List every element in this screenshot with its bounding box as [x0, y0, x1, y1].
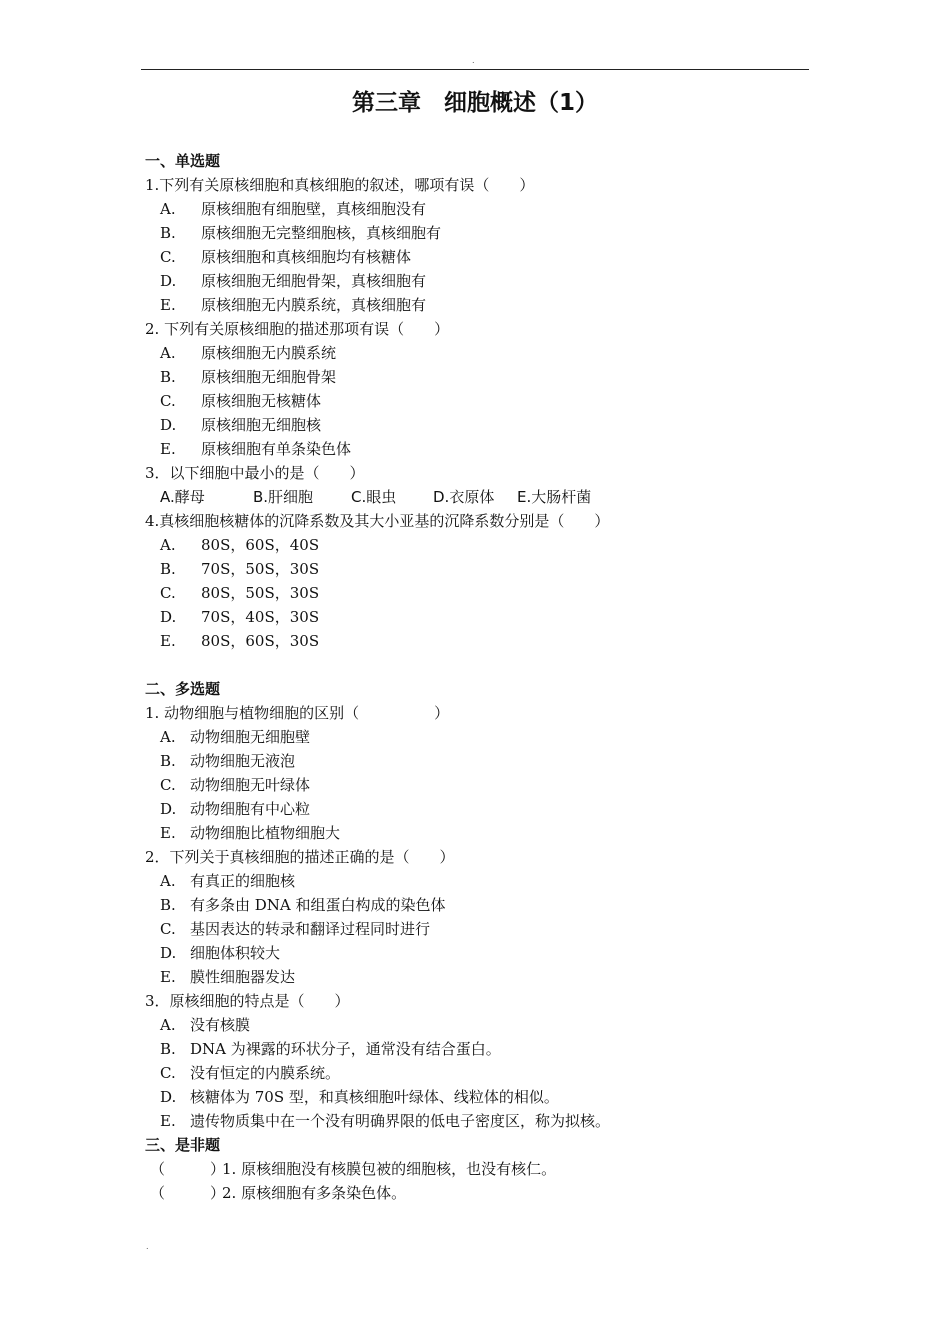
header-rule	[141, 69, 809, 70]
option-item	[160, 1085, 559, 1109]
answer-blank: （ ）	[150, 1160, 226, 1178]
option-item	[160, 557, 319, 581]
option-letter: B.	[160, 224, 176, 242]
option-item	[160, 917, 430, 941]
option-letter: E.	[160, 1112, 176, 1130]
question-stem: 1. 动物细胞与植物细胞的区别（ ）	[145, 704, 450, 722]
option-item	[160, 869, 295, 893]
option-item: C.眼虫	[351, 488, 397, 506]
option-item	[160, 821, 340, 845]
option-letter: D.	[160, 608, 177, 626]
option-item	[160, 413, 321, 437]
option-item	[160, 269, 426, 293]
option-item	[160, 197, 426, 221]
option-letter: B.	[160, 1040, 176, 1058]
option-letter: A.	[160, 872, 176, 890]
option-text: 有真正的细胞核	[190, 872, 296, 890]
option-item: A.酵母	[160, 488, 205, 506]
option-item	[160, 605, 319, 629]
option-letter: C.	[160, 776, 176, 794]
option-text: DNA 为裸露的环状分子，通常没有结合蛋白。	[190, 1040, 501, 1058]
option-letter: D.	[160, 1088, 177, 1106]
section-heading-single-choice: 一、单选题	[145, 152, 221, 170]
option-item	[160, 629, 319, 653]
option-item: B.肝细胞	[253, 488, 314, 506]
option-item	[160, 245, 411, 269]
option-item	[160, 293, 426, 317]
option-text: 动物细胞无细胞壁	[190, 728, 311, 746]
option-text: 80S，50S，30S	[201, 584, 320, 602]
option-letter: D.	[160, 272, 177, 290]
option-text: 原核细胞无细胞核	[201, 416, 322, 434]
option-item	[160, 221, 441, 245]
option-text: 原核细胞无核糖体	[201, 392, 322, 410]
option-text: 原核细胞有单条染色体	[201, 440, 352, 458]
option-letter: B.	[160, 752, 176, 770]
option-item	[160, 341, 336, 365]
option-text: 70S，50S，30S	[201, 560, 320, 578]
option-text: 没有核膜	[190, 1016, 251, 1034]
option-text: 原核细胞无内膜系统	[201, 344, 337, 362]
option-text: 膜性细胞器发达	[190, 968, 296, 986]
option-letter: B.	[160, 560, 176, 578]
question-stem: 3．原核细胞的特点是（ ）	[145, 992, 350, 1010]
option-item	[160, 797, 310, 821]
option-letter: C.	[160, 248, 176, 266]
question-stem: 2. 下列有关原核细胞的描述那项有误（ ）	[145, 320, 450, 338]
option-letter: B.	[160, 368, 176, 386]
true-false-item	[150, 1157, 556, 1181]
section-heading-multiple-choice: 二、多选题	[145, 680, 221, 698]
question-stem: 2．下列关于真核细胞的描述正确的是（ ）	[145, 848, 455, 866]
option-letter: A.	[160, 1016, 176, 1034]
option-letter: D.	[160, 944, 177, 962]
option-item	[160, 1037, 501, 1061]
statement-text: 1. 原核细胞没有核膜包被的细胞核，也没有核仁。	[222, 1160, 557, 1178]
option-item	[160, 1061, 340, 1085]
option-text: 动物细胞有中心粒	[190, 800, 311, 818]
option-text: 原核细胞无内膜系统，真核细胞有	[201, 296, 427, 314]
option-letter: E.	[160, 440, 176, 458]
option-letter: C.	[160, 920, 176, 938]
option-letter: E.	[160, 296, 176, 314]
option-letter: D.	[160, 800, 177, 818]
option-letter: A.	[160, 200, 176, 218]
section-heading-true-false: 三、是非题	[145, 1136, 221, 1154]
option-letter: B.	[160, 896, 176, 914]
inline-options-row	[160, 485, 591, 509]
footer-dot: .	[146, 1242, 149, 1251]
option-letter: A.	[160, 536, 176, 554]
header-dot: .	[472, 56, 475, 65]
option-item	[160, 749, 295, 773]
option-text: 遗传物质集中在一个没有明确界限的低电子密度区，称为拟核。	[190, 1112, 611, 1130]
option-text: 动物细胞比植物细胞大	[190, 824, 341, 842]
answer-blank: （ ）	[150, 1184, 226, 1202]
statement-text: 2. 原核细胞有多条染色体。	[222, 1184, 407, 1202]
question-stem: 1.下列有关原核细胞和真核细胞的叙述，哪项有误（ ）	[145, 176, 535, 194]
option-text: 有多条由 DNA 和组蛋白构成的染色体	[190, 896, 446, 914]
option-letter: E.	[160, 632, 176, 650]
option-item	[160, 365, 336, 389]
option-letter: E.	[160, 824, 176, 842]
true-false-item	[150, 1181, 406, 1205]
option-text: 原核细胞无细胞骨架	[201, 368, 337, 386]
option-item: D.衣原体	[433, 488, 495, 506]
option-text: 70S，40S，30S	[201, 608, 320, 626]
option-letter: E.	[160, 968, 176, 986]
option-text: 动物细胞无液泡	[190, 752, 296, 770]
question-stem: 3．以下细胞中最小的是（ ）	[145, 464, 365, 482]
option-item	[160, 1013, 250, 1037]
option-text: 动物细胞无叶绿体	[190, 776, 311, 794]
option-text: 细胞体积较大	[190, 944, 281, 962]
option-item	[160, 581, 319, 605]
option-text: 80S，60S，40S	[201, 536, 320, 554]
option-item: E.大肠杆菌	[517, 488, 592, 506]
option-letter: C.	[160, 392, 176, 410]
option-item	[160, 941, 280, 965]
option-item	[160, 893, 446, 917]
option-text: 80S，60S，30S	[201, 632, 320, 650]
option-text: 基因表达的转录和翻译过程同时进行	[190, 920, 431, 938]
option-item	[160, 773, 310, 797]
option-item	[160, 965, 295, 989]
option-item	[160, 389, 321, 413]
option-text: 核糖体为 70S 型，和真核细胞叶绿体、线粒体的相似。	[190, 1088, 559, 1106]
option-item	[160, 1109, 610, 1133]
option-item	[160, 725, 310, 749]
option-text: 原核细胞有细胞壁，真核细胞没有	[201, 200, 427, 218]
question-stem: 4.真核细胞核糖体的沉降系数及其大小亚基的沉降系数分别是（ ）	[145, 512, 610, 530]
option-text: 原核细胞无细胞骨架，真核细胞有	[201, 272, 427, 290]
option-letter: D.	[160, 416, 177, 434]
option-letter: C.	[160, 584, 176, 602]
option-text: 原核细胞和真核细胞均有核糖体	[201, 248, 412, 266]
option-letter: A.	[160, 728, 176, 746]
option-item	[160, 437, 351, 461]
option-item	[160, 533, 319, 557]
page-title: 第三章 细胞概述（1）	[351, 90, 598, 116]
option-text: 没有恒定的内膜系统。	[190, 1064, 341, 1082]
option-text: 原核细胞无完整细胞核，真核细胞有	[201, 224, 442, 242]
option-letter: C.	[160, 1064, 176, 1082]
option-letter: A.	[160, 344, 176, 362]
